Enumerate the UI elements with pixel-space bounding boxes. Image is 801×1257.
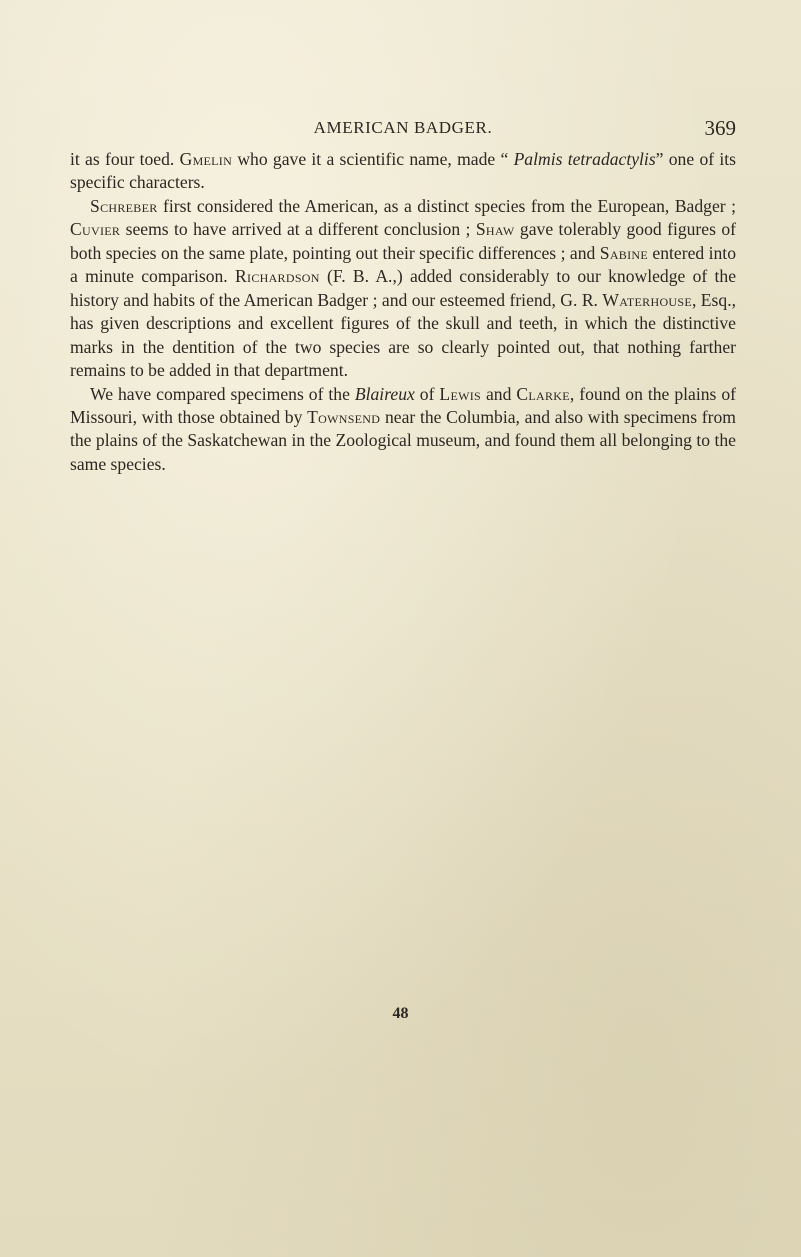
name-richardson: Richardson <box>234 266 320 287</box>
text-run: near the Columbia, and also with specimens from the plains of the Saskatchewan in the Zoological museum, and found them all belonging to the same species. <box>70 406 736 474</box>
text-run: ” one of its specific characters. <box>70 149 736 193</box>
italic-term: Palmis tetradactylis <box>513 149 656 169</box>
signature-mark: 48 <box>392 1005 409 1022</box>
name-townsend: Townsend <box>307 406 381 427</box>
name-shaw: Shaw <box>475 219 515 240</box>
paragraph-1 <box>70 148 736 195</box>
name-waterhouse: Waterhouse <box>602 289 692 310</box>
running-head-title: AMERICAN BADGER. <box>313 118 493 137</box>
name-lewis: Lewis <box>439 383 481 404</box>
name-sabine: Sabine <box>599 242 648 263</box>
name-cuvier: Cuvier <box>70 219 121 240</box>
text-run: gave tolerably good figures of both species on the same plate, pointing out their specific differences ; and <box>70 219 737 263</box>
text-run: who gave it a scientific name, made “ <box>232 149 514 169</box>
text-run: it as four toed. <box>70 149 180 169</box>
text-run: , Esq., has given descriptions and excellent figures of the skull and teeth, in which the distinctive marks in the dentition of the two species are so clearly pointed out, that nothing farther remains to be added in that department. <box>70 289 736 381</box>
paragraph-3 <box>70 383 736 477</box>
text-run: first considered the American, as a distinct species from the European, Badger ; <box>157 195 736 216</box>
body-text <box>70 148 736 476</box>
name-gmelin: Gmelin <box>179 149 233 169</box>
text-run: , found on the plains of Missouri, with those obtained by <box>70 383 736 427</box>
page-number: 369 <box>704 116 736 140</box>
italic-term: Blaireux <box>354 383 415 404</box>
text-run: of <box>414 383 440 404</box>
text-run: seems to have arrived at a different conclusion ; <box>120 219 476 240</box>
text-run: We have compared specimens of the <box>90 383 355 404</box>
text-run: (F. B. A.,) added considerably to our knowledge of the history and habits of the American Badger ; and our esteemed friend, G. R. <box>70 266 736 310</box>
name-schreber: Schreber <box>90 195 158 216</box>
running-head <box>70 116 736 140</box>
name-clarke: Clarke <box>516 383 570 404</box>
text-run: entered into a minute comparison. <box>70 242 736 287</box>
text-run: and <box>481 383 517 404</box>
paragraph-2 <box>70 195 736 383</box>
